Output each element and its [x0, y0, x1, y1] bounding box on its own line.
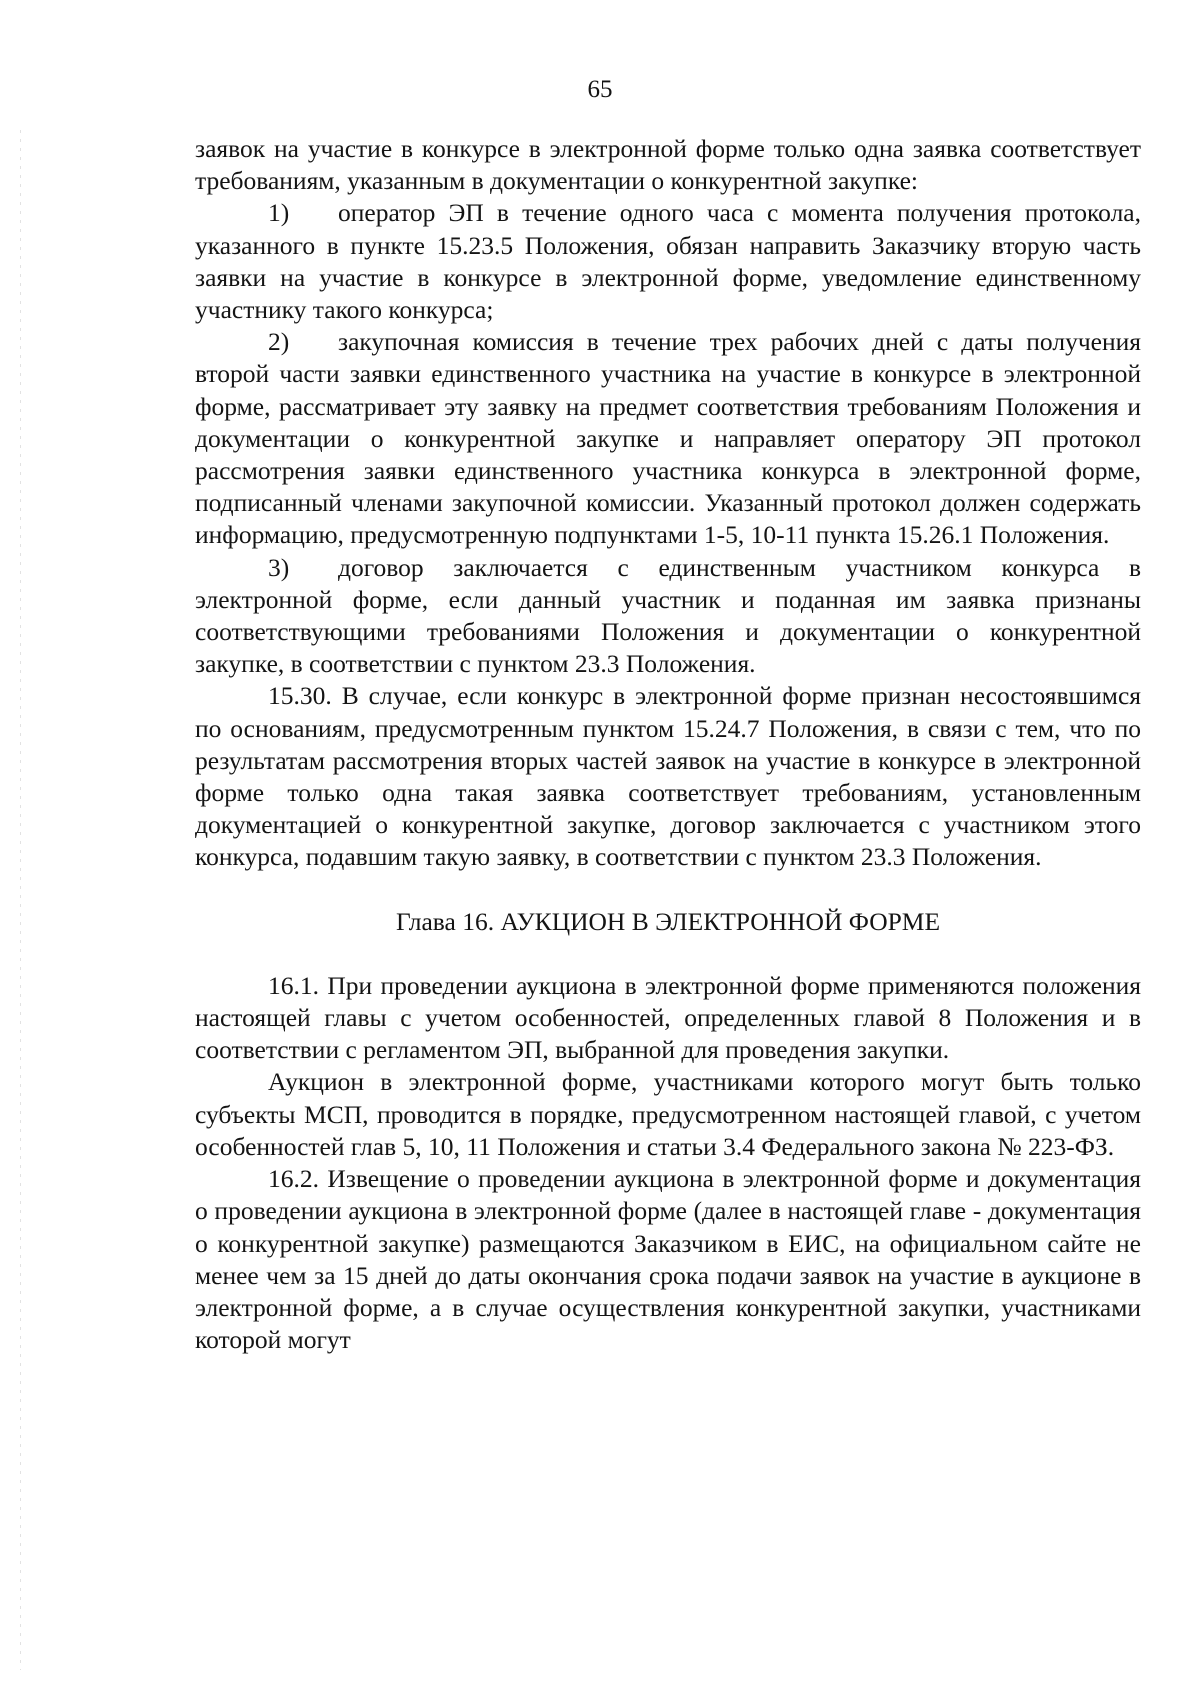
list-item-text: договор заключается с единственным участником конкурса в электронной форме, если данный участник и поданная им заявка признаны соответствующими требованиями Положения и документации о конкурентной закупке, в соответствии с пунктом 23.3 Положения.: [195, 552, 1141, 679]
scan-edge-artifact: [20, 130, 21, 1670]
list-item-text: закупочная комиссия в течение трех рабочих дней с даты получения второй части заявки единственного участника на участие в конкурсе в электронной форме, рассматривает эту заявку на предмет соответствия требованиям Положения и документации о конкурентной закупке и направляет оператору ЭП протокол рассмотрения заявки единственного участника конкурса в электронной форме, подписанный членами закупочной комиссии. Указанный протокол должен содержать информацию, предусмотренную подпунктами 1-5, 10-11 пункта 15.26.1 Положения.: [195, 327, 1141, 550]
paragraph-16-1: 16.1. При проведении аукциона в электронной форме применяются положения настоящей главы с учетом особенностей, определенных главой 8 Положения и в соответствии с регламентом ЭП, выбранной для проведения закупки.: [195, 970, 1141, 1065]
paragraph-15-30: 15.30. В случае, если конкурс в электронной форме признан несостоявшимся по основаниям, предусмотренным пунктом 15.24.7 Положения, в связи с тем, что по результатам рассмотрения вторых частей заявок на участие в конкурсе в электронной форме только одна такая заявка соответствует требованиям, установленным документацией о конкурентной закупке, договор заключается с участником этого конкурса, подавшим такую заявку, в соответствии с пунктом 23.3 Положения.: [195, 681, 1141, 872]
intro-paragraph: заявок на участие в конкурсе в электронной форме только одна заявка соответствует требованиям, указанным в документации о конкурентной закупке:: [195, 134, 1141, 196]
list-item-text: оператор ЭП в течение одного часа с момента получения протокола, указанного в пункте 15.23.5 Положения, обязан направить Заказчику вторую часть заявки на участие в конкурсе в электронной форме, уведомление единственному участнику такого конкурса;: [195, 198, 1141, 325]
list-marker: 3): [268, 552, 290, 582]
paragraph-auction-msp: Аукцион в электронной форме, участниками которого могут быть только субъекты МСП, проводится в порядке, предусмотренном настоящей главой, с учетом особенностей глав 5, 10, 11 Положения и статьи 3.4 Федерального закона № 223-ФЗ.: [195, 1067, 1141, 1161]
document-body: [195, 133, 1141, 1356]
chapter-title: Глава 16. АУКЦИОН В ЭЛЕКТРОННОЙ ФОРМЕ: [395, 906, 941, 936]
list-marker: 2): [268, 327, 290, 357]
list-item-3: [195, 552, 1141, 681]
list-item-2: [195, 326, 1141, 551]
page-number: 65: [587, 76, 613, 103]
paragraph-16-2: 16.2. Извещение о проведении аукциона в электронной форме и документация о проведении аукциона в электронной форме (далее в настоящей главе - документация о конкурентной закупке) размещаются Заказчиком в ЕИС, на официальном сайте не менее чем за 15 дней до даты окончания срока подачи заявок на участие в аукционе в электронной форме, а в случае осуществления конкурентной закупки, участниками которой могут: [195, 1164, 1141, 1355]
list-marker: 1): [268, 198, 290, 228]
list-item-1: [195, 197, 1141, 326]
